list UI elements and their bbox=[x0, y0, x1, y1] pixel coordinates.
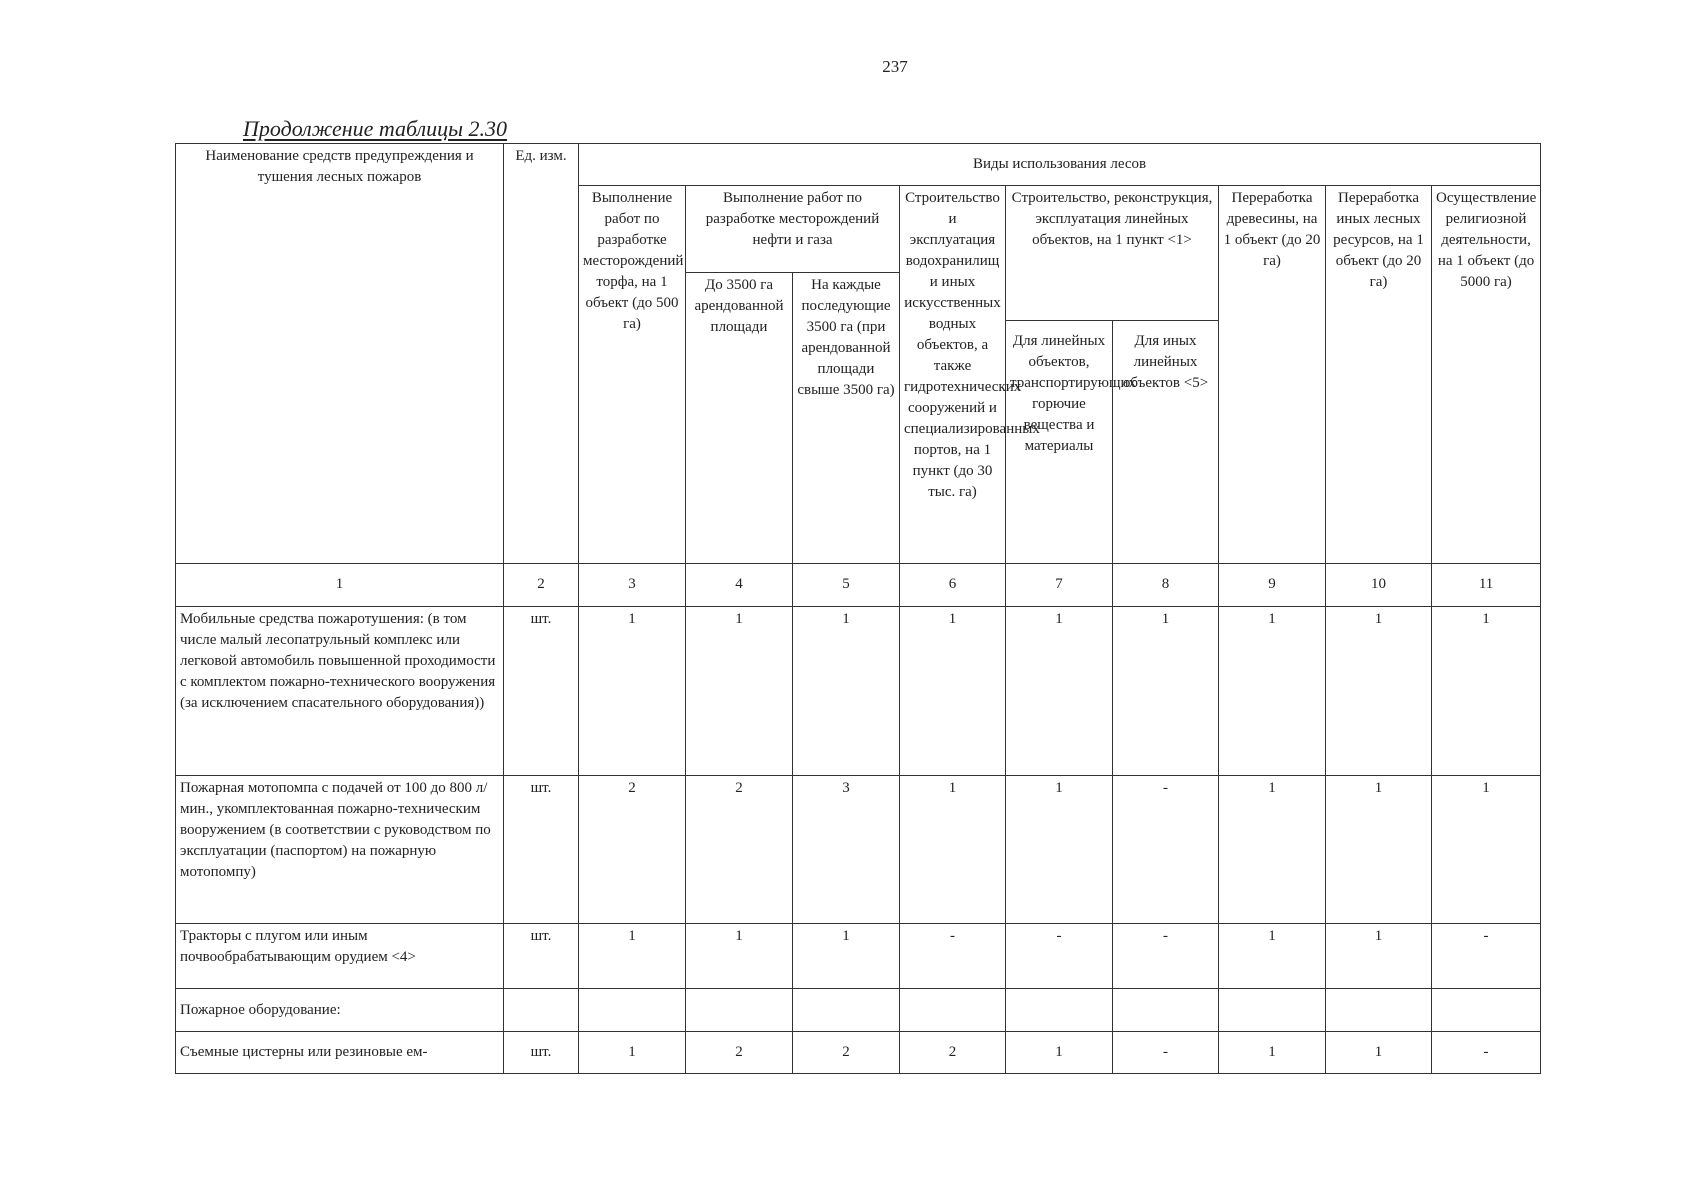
row-value: 1 bbox=[1326, 923, 1432, 988]
header-other-resources: Переработка иных лесных ресурсов, на 1 объект (до 20 га) bbox=[1326, 186, 1432, 563]
column-number: 11 bbox=[1432, 563, 1541, 606]
header-linear-flammable: Для линейных объектов, транспортирующих горючие вещества и материалы bbox=[1006, 321, 1113, 564]
column-number: 3 bbox=[579, 563, 686, 606]
column-number: 6 bbox=[900, 563, 1006, 606]
row-value: 1 bbox=[1432, 776, 1541, 924]
row-value: 1 bbox=[579, 1031, 686, 1073]
column-number: 10 bbox=[1326, 563, 1432, 606]
row-value: 1 bbox=[1006, 606, 1113, 775]
header-row-1 bbox=[176, 144, 1541, 186]
column-number: 7 bbox=[1006, 563, 1113, 606]
row-value: 1 bbox=[686, 606, 793, 775]
row-value: 1 bbox=[1326, 1031, 1432, 1073]
row-unit: шт. bbox=[504, 776, 579, 924]
row-unit bbox=[504, 989, 579, 1031]
row-value: 2 bbox=[686, 1031, 793, 1073]
row-unit: шт. bbox=[504, 1031, 579, 1073]
row-value: 2 bbox=[579, 776, 686, 924]
header-religious: Осуществление религиозной деятельности, на 1 объект (до 5000 га) bbox=[1432, 186, 1541, 563]
column-numbers-row bbox=[176, 563, 1541, 606]
table-row bbox=[176, 989, 1541, 1031]
row-name: Мобильные средства пожаротушения: (в том числе малый лесопатрульный комплекс или легковой автомобиль повышенной проходимости с комплектом пожарно-технического вооружения (за исключением спасательного оборудования)) bbox=[176, 606, 504, 775]
row-value bbox=[1219, 989, 1326, 1031]
row-value bbox=[579, 989, 686, 1031]
row-value: 1 bbox=[686, 923, 793, 988]
row-value bbox=[900, 989, 1006, 1031]
table-row bbox=[176, 923, 1541, 988]
row-value: 1 bbox=[1006, 1031, 1113, 1073]
row-name: Съемные цистерны или резиновые ем- bbox=[176, 1031, 504, 1073]
header-unit: Ед. изм. bbox=[504, 144, 579, 564]
header-group-forest-use: Виды использования лесов bbox=[579, 144, 1541, 186]
row-value: 1 bbox=[1219, 776, 1326, 924]
row-value: 1 bbox=[1113, 606, 1219, 775]
row-value: 1 bbox=[793, 923, 900, 988]
row-unit: шт. bbox=[504, 923, 579, 988]
row-value: 2 bbox=[686, 776, 793, 924]
row-value: 2 bbox=[900, 1031, 1006, 1073]
row-value: 1 bbox=[793, 606, 900, 775]
header-linear-objects: Строительство, реконструкция, эксплуатация линейных объектов, на 1 пункт <1> bbox=[1006, 186, 1219, 321]
row-name: Пожарное оборудование: bbox=[176, 989, 504, 1031]
table-row bbox=[176, 776, 1541, 924]
equipment-table bbox=[175, 143, 1541, 1074]
row-value: 1 bbox=[1006, 776, 1113, 924]
table-caption: Продолжение таблицы 2.30 bbox=[243, 116, 508, 141]
header-name: Наименование средств предупреждения и тушения лесных пожаров bbox=[176, 144, 504, 564]
row-value bbox=[1006, 989, 1113, 1031]
table-row bbox=[176, 1031, 1541, 1073]
row-value: 1 bbox=[1432, 606, 1541, 775]
column-number: 5 bbox=[793, 563, 900, 606]
row-name: Тракторы с плугом или иным почвообрабатывающим орудием <4> bbox=[176, 923, 504, 988]
row-value: - bbox=[1006, 923, 1113, 988]
row-value bbox=[1326, 989, 1432, 1031]
row-value: 2 bbox=[793, 1031, 900, 1073]
row-value bbox=[1432, 989, 1541, 1031]
header-oil-gas-3500: До 3500 га арендованной площади bbox=[686, 272, 793, 563]
row-value: - bbox=[1113, 923, 1219, 988]
column-number: 2 bbox=[504, 563, 579, 606]
column-number: 1 bbox=[176, 563, 504, 606]
row-value: 1 bbox=[1326, 606, 1432, 775]
row-value bbox=[686, 989, 793, 1031]
row-value: 1 bbox=[579, 923, 686, 988]
row-value: - bbox=[1113, 1031, 1219, 1073]
row-value bbox=[1113, 989, 1219, 1031]
table-row bbox=[176, 606, 1541, 775]
row-value: 1 bbox=[900, 606, 1006, 775]
row-value: 1 bbox=[1219, 1031, 1326, 1073]
column-number: 9 bbox=[1219, 563, 1326, 606]
header-oil-gas: Выполнение работ по разработке месторождений нефти и газа bbox=[686, 186, 900, 273]
column-number: 4 bbox=[686, 563, 793, 606]
column-number: 8 bbox=[1113, 563, 1219, 606]
row-value: 1 bbox=[579, 606, 686, 775]
header-peat: Выполнение работ по разработке месторождений торфа, на 1 объект (до 500 га) bbox=[579, 186, 686, 563]
row-value: 1 bbox=[1219, 923, 1326, 988]
row-value bbox=[793, 989, 900, 1031]
header-oil-gas-each-next: На каждые последующие 3500 га (при арендованной площади свыше 3500 га) bbox=[793, 272, 900, 563]
header-reservoirs: Строительство и эксплуатация водохранилищ и иных искусственных водных объектов, а также гидротехнических сооружений и специализированных портов, на 1 пункт (до 30 тыс. га) bbox=[900, 186, 1006, 563]
row-name: Пожарная мотопомпа с подачей от 100 до 800 л/мин., укомплектованная пожарно-техническим вооружением (в соответствии с руководством по эксплуатации (паспортом) на пожарную мотопомпу) bbox=[176, 776, 504, 924]
row-value: - bbox=[1432, 1031, 1541, 1073]
row-value: - bbox=[1113, 776, 1219, 924]
page-number: 237 bbox=[882, 57, 908, 76]
row-unit: шт. bbox=[504, 606, 579, 775]
row-value: 1 bbox=[1219, 606, 1326, 775]
row-value: 3 bbox=[793, 776, 900, 924]
header-linear-other: Для иных линейных объектов <5> bbox=[1113, 321, 1219, 564]
row-value: - bbox=[1432, 923, 1541, 988]
row-value: 1 bbox=[1326, 776, 1432, 924]
row-value: - bbox=[900, 923, 1006, 988]
row-value: 1 bbox=[900, 776, 1006, 924]
header-wood-processing: Переработка древесины, на 1 объект (до 20 га) bbox=[1219, 186, 1326, 563]
